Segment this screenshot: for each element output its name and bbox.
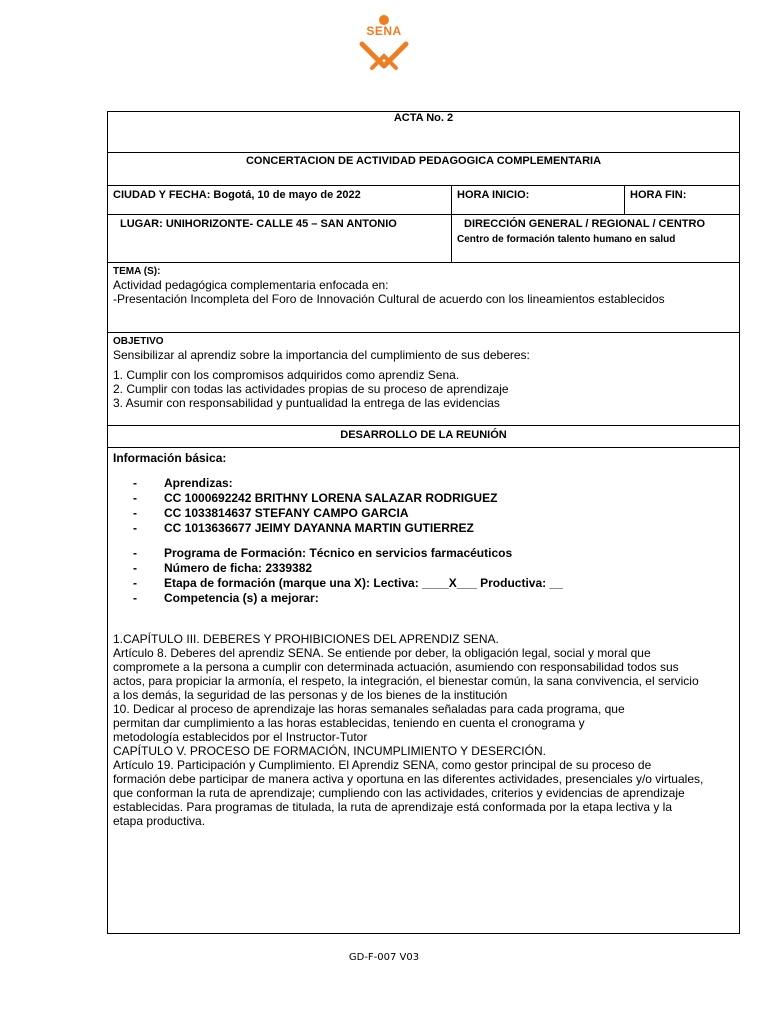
body-line: CAPÍTULO V. PROCESO DE FORMACIÓN, INCUMPLIMIENTO Y DESERCIÓN. — [113, 744, 546, 758]
info-label: Información básica: — [113, 451, 227, 465]
objetivo-item: 1. Cumplir con los compromisos adquiridos como aprendiz Sena. — [113, 368, 460, 382]
list-item: - Competencia (s) a mejorar: — [133, 591, 734, 606]
tema-line: -Presentación Incompleta del Foro de Innovación Cultural de acuerdo con los lineamientos establecidos — [113, 292, 665, 306]
list-item: - Etapa de formación (marque una X): Lectiva: ____X___ Productiva: __ — [133, 576, 734, 591]
body-line: 10. Dedicar al proceso de aprendizaje las horas semanales señaladas para cada programa, que — [113, 702, 625, 716]
body-line: Artículo 19. Participación y Cumplimiento. El Aprendiz SENA, como gestor principal de su proceso de — [113, 758, 652, 772]
footer-code: GD-F-007 V03 — [348, 952, 420, 963]
tema-cell — [108, 263, 740, 333]
sena-logo-text: SENA — [366, 24, 402, 38]
acta-table — [107, 111, 740, 934]
objetivo-label: OBJETIVO — [113, 336, 164, 347]
body-line: formación debe participar de manera activa y oportuna en las diferentes actividades, presenciales y/o virtuales, — [113, 772, 704, 786]
tema-line: Actividad pedagógica complementaria enfocada en: — [113, 278, 389, 292]
end-time-label: HORA FIN: — [625, 186, 740, 215]
objetivo-cell — [108, 333, 740, 426]
direction-cell — [452, 215, 740, 263]
place: LUGAR: UNIHORIZONTE- CALLE 45 – SAN ANTONIO — [108, 215, 452, 263]
objetivo-item: 3. Asumir con responsabilidad y puntualidad la entrega de las evidencias — [113, 396, 500, 410]
info-cell — [108, 448, 740, 934]
list-item: - Aprendizas: — [133, 476, 734, 491]
body-line: establecidas. Para programas de titulada, la ruta de aprendizaje está conformada por la etapa lectiva y la — [113, 800, 672, 814]
direction-value: Centro de formación talento humano en salud — [457, 234, 676, 245]
body-line: metodología establecidos por el Instructor-Tutor — [113, 730, 368, 744]
list-item: - CC 1000692242 BRITHNY LORENA SALAZAR RODRIGUEZ — [133, 491, 734, 506]
desarrollo-label: DESARROLLO DE LA REUNIÓN — [108, 426, 740, 448]
sena-logo — [352, 14, 416, 72]
city-date: CIUDAD Y FECHA: Bogotá, 10 de mayo de 2022 — [108, 186, 452, 215]
start-time-label: HORA INICIO: — [452, 186, 625, 215]
tema-label: TEMA (S): — [113, 266, 161, 277]
objetivo-item: 2. Cumplir con todas las actividades propias de su proceso de aprendizaje — [113, 382, 509, 396]
body-line: Artículo 8. Deberes del aprendiz SENA. Se entiende por deber, la obligación legal, social y moral que — [113, 646, 651, 660]
list-item: - Programa de Formación: Técnico en servicios farmacéuticos — [133, 546, 734, 561]
acta-subtitle: CONCERTACION DE ACTIVIDAD PEDAGOGICA COMPLEMENTARIA — [108, 153, 740, 186]
body-line: permitan dar cumplimiento a las horas establecidas, teniendo en cuenta el cronograma y — [113, 716, 585, 730]
body-line: compromete a la persona a cumplir con determinada actuación, asumiendo con responsabilidad todos sus — [113, 660, 679, 674]
sena-logo-icon — [352, 14, 416, 72]
body-line: etapa productiva. — [113, 814, 206, 828]
body-text — [113, 632, 734, 828]
body-line: actos, para propiciar la armonía, el respeto, la integración, el bienestar común, la sana convivencia, el servicio — [113, 674, 699, 688]
direction-label: DIRECCIÓN GENERAL / REGIONAL / CENTRO — [464, 218, 706, 230]
list-item: - CC 1033814637 STEFANY CAMPO GARCIA — [133, 506, 734, 521]
objetivo-intro: Sensibilizar al aprendiz sobre la importancia del cumplimiento de sus deberes: — [113, 348, 530, 362]
list-item: - Número de ficha: 2339382 — [133, 561, 734, 576]
body-line: 1.CAPÍTULO III. DEBERES Y PROHIBICIONES DEL APRENDIZ SENA. — [113, 632, 499, 646]
body-line: a los demás, la seguridad de las personas y de los bienes de la institución — [113, 688, 508, 702]
list-item: - CC 1013636677 JEIMY DAYANNA MARTIN GUTIERREZ — [133, 521, 734, 536]
body-line: que conforman la ruta de aprendizaje; cumpliendo con las actividades, criterios y evidencias de aprendizaje — [113, 786, 685, 800]
programa-list — [113, 546, 734, 606]
aprendices-list — [113, 476, 734, 536]
acta-title: ACTA No. 2 — [108, 112, 740, 153]
